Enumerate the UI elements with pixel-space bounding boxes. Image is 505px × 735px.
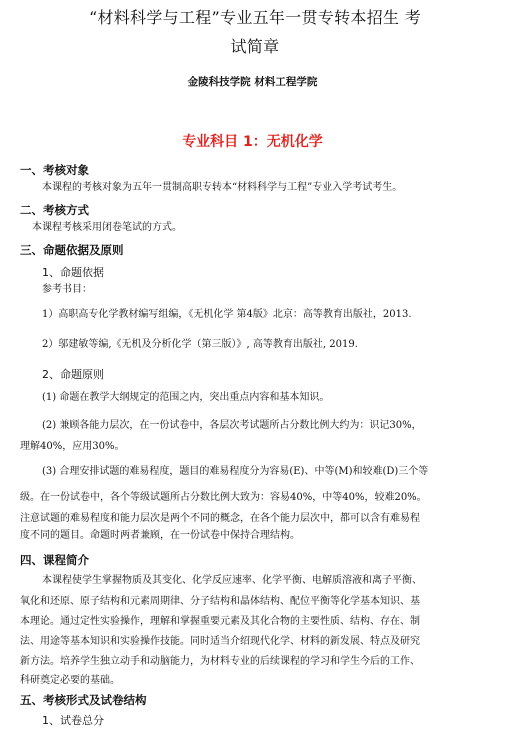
- section-heading-2: 二、考核方式: [20, 203, 89, 217]
- intro-line-6: 科研奠定必要的基础。: [20, 675, 120, 686]
- section-heading-4: 四、课程简介: [20, 553, 89, 567]
- organization-name: 金陵科技学院 材料工程学院: [187, 76, 318, 88]
- intro-line-5: 新方法。培养学生独立动手和动脑能力，为材料专业的后续课程的学习和学生今后的工作、: [20, 656, 420, 667]
- subsection-total-score: 1、试卷总分: [42, 714, 104, 727]
- document-title-line1: “材料科学与工程”专业五年一贯专转本招生 考: [88, 8, 422, 27]
- reference-2: 2）邬建敏等编,《无机及分析化学（第三版）》, 高等教育出版社, 2019.: [42, 339, 358, 350]
- subsection-basis: 1、命题依据: [42, 266, 104, 279]
- principle-2-line1: (2) 兼顾各能力层次，在一份试卷中，各层次考试题所占分数比例大约为：识记30%，: [42, 420, 422, 431]
- section-1-text: 本课程的考核对象为五年一贯制高职专转本“材料科学与工程”专业入学考试考生。: [42, 182, 403, 193]
- intro-line-1: 本课程使学生掌握物质及其变化、化学反应速率、化学平衡、电解质溶液和离子平衡、: [42, 575, 422, 586]
- reference-1: 1）高职高专化学教材编写组编，《无机化学 第4版》北京：高等教育出版社，2013.: [42, 309, 412, 320]
- principle-3-line2: 级。在一份试卷中，各个等级试题所占分数比例大致为：容易40%，中等40%，较难20%。: [20, 492, 427, 503]
- subject-title: 专业科目 1：无机化学: [182, 134, 323, 150]
- principle-3-line4: 度不同的题目。命题时两者兼顾，在一份试卷中保持合理结构。: [20, 530, 300, 541]
- section-heading-5: 五、考核形式及试卷结构: [20, 693, 147, 707]
- principle-3-line3: 注意试题的难易程度和能力层次是两个不同的概念，在各个能力层次中，都可以含有难易程: [20, 513, 420, 524]
- principle-2-line2: 理解40%，应用30%。: [20, 441, 125, 452]
- intro-line-2: 氧化和还原、原子结构和元素周期律、分子结构和晶体结构、配位平衡等化学基本知识、基: [20, 596, 420, 607]
- reference-label: 参考书目：: [42, 284, 92, 295]
- section-2-text: 本课程考核采用闭卷笔试的方式。: [32, 222, 182, 233]
- section-heading-1: 一、考核对象: [20, 163, 89, 177]
- principle-1: (1) 命题在教学大纲规定的范围之内，突出重点内容和基本知识。: [42, 392, 330, 403]
- document-title-line2: 试简章: [230, 37, 280, 56]
- intro-line-3: 本理论。通过定性实验操作，理解和掌握重要元素及其化合物的主要性质、结构、存在、制: [20, 616, 420, 627]
- principle-3-line1: (3) 合理安排试题的难易程度，题目的难易程度分为容易(E)、中等(M)和较难(D)三个等: [42, 466, 429, 477]
- subsection-principles: 2、命题原则: [42, 368, 104, 381]
- section-heading-3: 三、命题依据及原则: [20, 243, 124, 257]
- intro-line-4: 法、用途等基本知识和实验操作技能。同时适当介绍现代化学、材料的新发展、特点及研究: [20, 636, 420, 647]
